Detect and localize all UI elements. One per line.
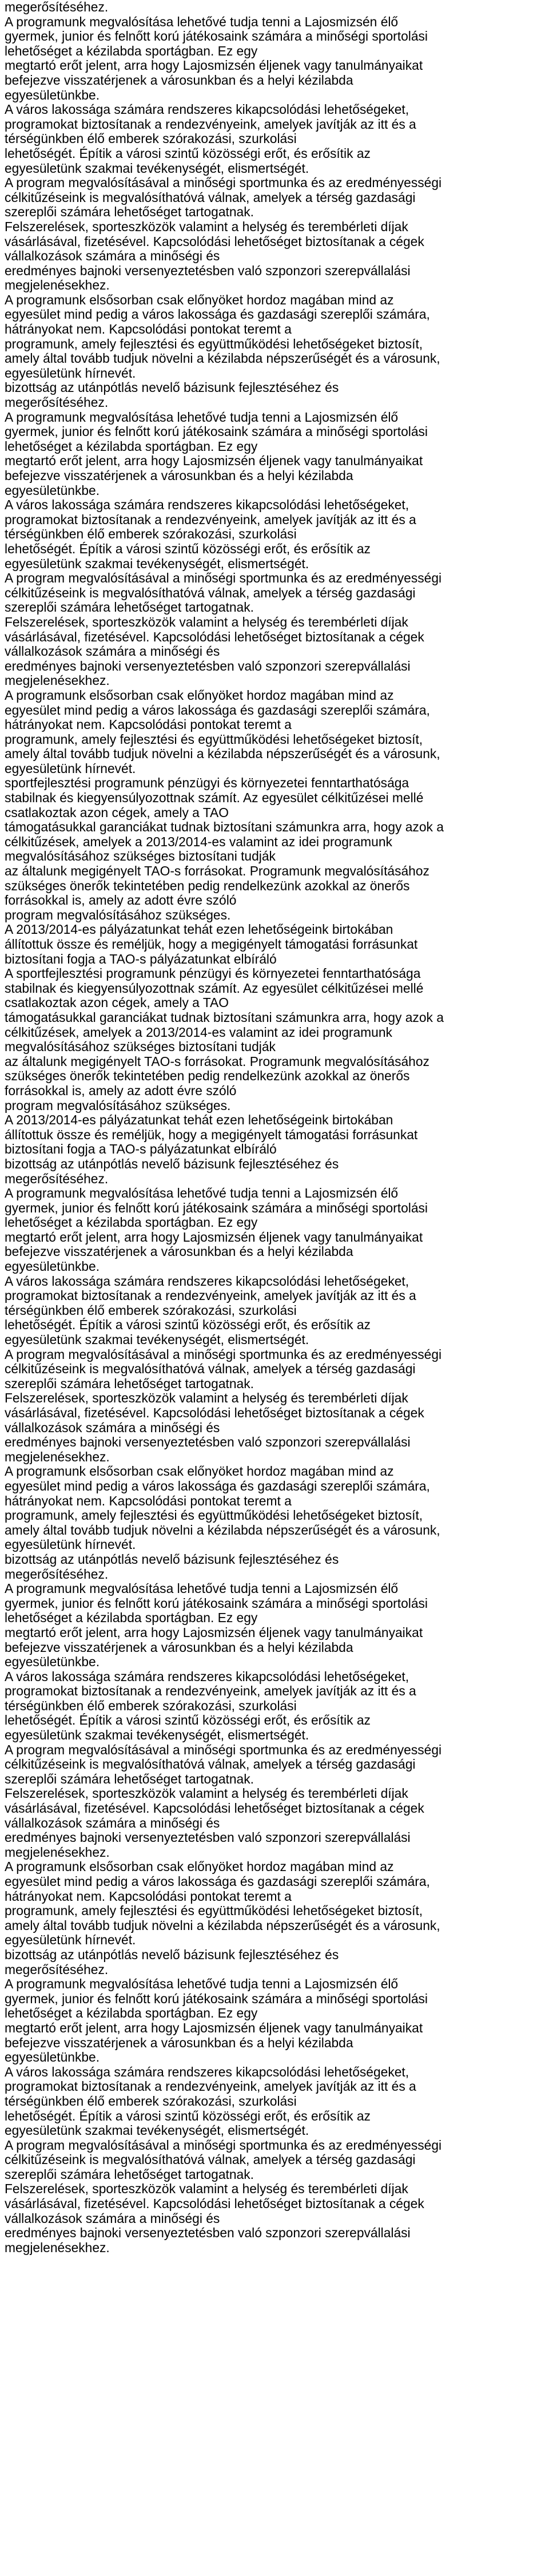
text-line: bizottság az utánpótlás nevelő bázisunk fejlesztéséhez és [5,1552,339,1567]
text-line: Felszerelések, sporteszközök valamint a helység és terembérleti díjak [5,1786,408,1801]
text-line: A város lakossága számára rendszeres kikapcsolódási lehetőségeket, [5,1669,409,1684]
text-line: programokat biztosítanak a rendezvényeink, amelyek javítják az itt és a [5,1684,416,1699]
text-line: amely által tovább tudjuk növelni a kézilabda népszerűségét és a városunk, [5,351,440,366]
text-line: forrásokkal is, amely az adott évre szóló [5,1083,237,1098]
text-line: megjelenésekhez. [5,2240,110,2255]
text-line: lehetőségét. Építik a városi szintű közösségi erőt, és erősítik az [5,1713,371,1728]
text-line: gyermek, junior és felnőtt korú játékosaink számára a minőségi sportolási [5,1991,428,2006]
text-line: programokat biztosítanak a rendezvényeink, amelyek javítják az itt és a [5,512,416,527]
text-line: Felszerelések, sporteszközök valamint a helység és terembérleti díjak [5,615,408,629]
text-line: támogatásukkal garanciákat tudnak biztosítani számunkra arra, hogy azok a [5,1010,444,1025]
text-line: megtartó erőt jelent, arra hogy Lajosmizsén éljenek vagy tanulmányaikat [5,1230,423,1245]
text-line: célkitűzéseink is megvalósíthatóvá válnak, amelyek a térség gazdasági [5,190,416,205]
text-line: célkitűzéseink is megvalósíthatóvá válnak, amelyek a térség gazdasági [5,1757,416,1772]
text-line: eredményes bajnoki versenyeztetésben való szponzori szerepvállalási [5,1435,411,1450]
text-line: támogatásukkal garanciákat tudnak biztosítani számunkra arra, hogy azok a [5,820,444,835]
text-line: A program megvalósításával a minőségi sportmunka és az eredményességi [5,176,442,191]
text-line: program megvalósításához szükséges. [5,1098,231,1113]
text-line: Felszerelések, sporteszközök valamint a helység és terembérleti díjak [5,2182,408,2197]
text-line: térségünkben élő emberek szórakozási, szurkolási [5,1303,297,1318]
text-line: az általunk megigényelt TAO-s forrásokat. Programunk megvalósításához [5,864,429,879]
text-line: szükséges önerők tekintetében pedig rendelkezünk azokkal az önerős [5,878,410,893]
text-line: lehetőséget a kézilabda sportágban. Ez egy [5,1215,258,1230]
text-line: gyermek, junior és felnőtt korú játékosaink számára a minőségi sportolási [5,1200,428,1215]
text-line: szereplői számára lehetőséget tartogatnak. [5,205,254,220]
text-line: A város lakossága számára rendszeres kikapcsolódási lehetőségeket, [5,102,409,117]
text-line: hátrányokat nem. Kapcsolódási pontokat teremt a [5,322,292,337]
text-line: eredményes bajnoki versenyeztetésben való szponzori szerepvállalási [5,263,411,278]
text-line: befejezve visszatérjenek a városunkban és a helyi kézilabda [5,73,353,88]
text-line: amely által tovább tudjuk növelni a kézilabda népszerűségét és a városunk, [5,1523,440,1537]
text-line: egyesületünk szakmai tevékenységét, elismertségét. [5,2123,309,2138]
text-line: A program megvalósításával a minőségi sportmunka és az eredményességi [5,2138,442,2153]
text-line: programunk, amely fejlesztési és együttműködési lehetőségeket biztosít, [5,1508,423,1523]
text-line: vásárlásával, fizetésével. Kapcsolódási lehetőséget biztosítanak a cégek [5,629,424,644]
text-line: csatlakoztak azon cégek, amely a TAO [5,996,229,1010]
text-line: szükséges önerők tekintetében pedig rendelkezünk azokkal az önerős [5,1069,410,1084]
text-line: megerősítéséhez. [5,1171,109,1186]
text-line: A programunk elsősorban csak előnyöket hordoz magában mind az [5,688,394,703]
text-line: megjelenésekhez. [5,673,110,688]
text-line: egyesületünk hírnevét. [5,1537,136,1552]
text-line: A programunk megvalósítása lehetővé tudja tenni a Lajosmizsén élő [5,1582,399,1596]
text-line: programunk, amely fejlesztési és együttműködési lehetőségeket biztosít, [5,732,423,747]
text-line: vásárlásával, fizetésével. Kapcsolódási lehetőséget biztosítanak a cégek [5,234,424,249]
text-line: programokat biztosítanak a rendezvényeink, amelyek javítják az itt és a [5,2079,416,2094]
text-line: A programunk elsősorban csak előnyöket hordoz magában mind az [5,292,394,307]
text-line: A program megvalósításával a minőségi sportmunka és az eredményességi [5,1347,442,1362]
text-line: egyesületünkbe. [5,88,100,102]
text-line: egyesületünk szakmai tevékenységét, elismertségét. [5,161,309,176]
text-line: egyesület mind pedig a város lakossága és gazdasági szereplői számára, [5,703,430,718]
text-line: amely által tovább tudjuk növelni a kézilabda népszerűségét és a városunk, [5,747,440,762]
text-line: egyesület mind pedig a város lakossága és gazdasági szereplői számára, [5,1874,430,1889]
text-line: programokat biztosítanak a rendezvényeink, amelyek javítják az itt és a [5,1289,416,1303]
text-line: célkitűzések, amelyek a 2013/2014-es valamint az idei programunk [5,1025,392,1040]
text-line: A programunk megvalósítása lehetővé tudja tenni a Lajosmizsén élő [5,1977,399,1992]
text-line: A sportfejlesztési programunk pénzügyi és környezetei fenntarthatósága [5,966,421,981]
text-line: A 2013/2014-es pályázatunkat tehát ezen lehetőségeink birtokában [5,922,393,937]
text-line: egyesület mind pedig a város lakossága és gazdasági szereplői számára, [5,1479,430,1493]
text-line: vállalkozások számára a minőségi és [5,249,220,264]
text-line: amely által tovább tudjuk növelni a kézilabda népszerűségét és a városunk, [5,1918,440,1933]
text-line: Felszerelések, sporteszközök valamint a helység és terembérleti díjak [5,1391,408,1406]
text-line: megtartó erőt jelent, arra hogy Lajosmizsén éljenek vagy tanulmányaikat [5,2020,423,2035]
text-line: célkitűzéseink is megvalósíthatóvá válnak, amelyek a térség gazdasági [5,2153,416,2167]
text-line: sportfejlesztési programunk pénzügyi és környezetei fenntarthatósága [5,776,409,791]
text-line: A programunk elsősorban csak előnyöket hordoz magában mind az [5,1860,394,1874]
text-line: forrásokkal is, amely az adott évre szóló [5,893,237,908]
text-line: A 2013/2014-es pályázatunkat tehát ezen lehetőségeink birtokában [5,1113,393,1128]
text-line: biztosítani fogja a TAO-s pályázatunkat elbíráló [5,1142,277,1157]
text-line: térségünkben élő emberek szórakozási, szurkolási [5,1698,297,1713]
text-line: térségünkben élő emberek szórakozási, szurkolási [5,132,297,146]
text-line: megtartó erőt jelent, arra hogy Lajosmizsén éljenek vagy tanulmányaikat [5,454,423,469]
text-line: egyesületünkbe. [5,1259,100,1274]
text-line: hátrányokat nem. Kapcsolódási pontokat teremt a [5,718,292,732]
text-line: egyesületünkbe. [5,1655,100,1670]
text-line: stabilnak és kiegyensúlyozottnak számít. Az egyesület célkitűzései mellé [5,981,424,996]
text-line: térségünkben élő emberek szórakozási, szurkolási [5,527,297,542]
text-line: egyesületünk szakmai tevékenységét, elismertségét. [5,1333,309,1348]
text-line: befejezve visszatérjenek a városunkban és a helyi kézilabda [5,1245,353,1259]
text-line: egyesületünk szakmai tevékenységét, elismertségét. [5,1728,309,1743]
text-line: vállalkozások számára a minőségi és [5,644,220,659]
text-line: szereplői számára lehetőséget tartogatnak. [5,600,254,615]
text-line: lehetőséget a kézilabda sportágban. Ez egy [5,43,258,58]
text-line: vásárlásával, fizetésével. Kapcsolódási lehetőséget biztosítanak a cégek [5,2197,424,2212]
text-line: célkitűzéseink is megvalósíthatóvá válnak, amelyek a térség gazdasági [5,585,416,600]
text-line: A program megvalósításával a minőségi sportmunka és az eredményességi [5,1742,442,1757]
text-line: megerősítéséhez. [5,1567,109,1582]
text-line: lehetőséget a kézilabda sportágban. Ez egy [5,2006,258,2021]
text-line: vállalkozások számára a minőségi és [5,1816,220,1830]
text-line: A programunk elsősorban csak előnyöket hordoz magában mind az [5,1464,394,1479]
text-line: bizottság az utánpótlás nevelő bázisunk fejlesztéséhez és [5,1156,339,1171]
text-line: egyesületünkbe. [5,2050,100,2065]
text-line: egyesület mind pedig a város lakossága és gazdasági szereplői számára, [5,307,430,322]
text-line: egyesületünk szakmai tevékenységét, elismertségét. [5,556,309,571]
text-line: vásárlásával, fizetésével. Kapcsolódási lehetőséget biztosítanak a cégek [5,1406,424,1420]
text-line: megjelenésekhez. [5,278,110,293]
text-line: térségünkben élő emberek szórakozási, szurkolási [5,2094,297,2109]
text-line: gyermek, junior és felnőtt korú játékosaink számára a minőségi sportolási [5,1596,428,1611]
text-line: befejezve visszatérjenek a városunkban és a helyi kézilabda [5,1640,353,1655]
text-line: A programunk megvalósítása lehetővé tudja tenni a Lajosmizsén élő [5,410,399,425]
text-line: megerősítéséhez. [5,0,109,14]
text-line: lehetőséget a kézilabda sportágban. Ez egy [5,1611,258,1626]
text-line: hátrányokat nem. Kapcsolódási pontokat teremt a [5,1493,292,1508]
text-line: egyesületünk hírnevét. [5,1933,136,1948]
text-line: Felszerelések, sporteszközök valamint a helység és terembérleti díjak [5,219,408,234]
text-line: lehetőségét. Építik a városi szintű közösségi erőt, és erősítik az [5,2109,371,2123]
text-line: lehetőségét. Építik a városi szintű közösségi erőt, és erősítik az [5,1318,371,1333]
text-line: bizottság az utánpótlás nevelő bázisunk fejlesztéséhez és [5,1947,339,1962]
text-line: gyermek, junior és felnőtt korú játékosaink számára a minőségi sportolási [5,29,428,44]
text-line: A város lakossága számára rendszeres kikapcsolódási lehetőségeket, [5,1274,409,1289]
text-line: A programunk megvalósítása lehetővé tudja tenni a Lajosmizsén élő [5,1186,399,1201]
text-line: gyermek, junior és felnőtt korú játékosaink számára a minőségi sportolási [5,425,428,439]
text-line: vállalkozások számára a minőségi és [5,2211,220,2226]
text-line: célkitűzéseink is megvalósíthatóvá válnak, amelyek a térség gazdasági [5,1362,416,1377]
text-line: eredményes bajnoki versenyeztetésben való szponzori szerepvállalási [5,2226,411,2241]
text-line: megerősítéséhez. [5,1962,109,1977]
text-line: stabilnak és kiegyensúlyozottnak számít. Az egyesület célkitűzései mellé [5,791,424,806]
text-line: az általunk megigényelt TAO-s forrásokat. Programunk megvalósításához [5,1054,429,1069]
text-line: megerősítéséhez. [5,395,109,410]
text-line: biztosítani fogja a TAO-s pályázatunkat elbíráló [5,952,277,966]
text-line: egyesületünk hírnevét. [5,761,136,776]
text-line: szereplői számára lehetőséget tartogatnak. [5,1376,254,1391]
text-line: célkitűzések, amelyek a 2013/2014-es valamint az idei programunk [5,834,392,849]
text-line: egyesületünk hírnevét. [5,366,136,381]
text-line: A programunk megvalósítása lehetővé tudja tenni a Lajosmizsén élő [5,14,399,29]
text-line: eredményes bajnoki versenyeztetésben való szponzori szerepvállalási [5,1830,411,1845]
text-line: A program megvalósításával a minőségi sportmunka és az eredményességi [5,571,442,586]
text-line: befejezve visszatérjenek a városunkban és a helyi kézilabda [5,2035,353,2050]
text-line: egyesületünkbe. [5,483,100,498]
text-line: megvalósításához szükséges biztosítani tudják [5,1040,276,1055]
text-line: megjelenésekhez. [5,1845,110,1860]
text-line: megtartó erőt jelent, arra hogy Lajosmizsén éljenek vagy tanulmányaikat [5,58,423,73]
text-line: programunk, amely fejlesztési és együttműködési lehetőségeket biztosít, [5,336,423,351]
text-line: megjelenésekhez. [5,1449,110,1464]
text-line: állítottuk össze és reméljük, hogy a megigényelt támogatási forrásunkat [5,1127,418,1142]
text-line: hátrányokat nem. Kapcsolódási pontokat teremt a [5,1889,292,1904]
text-line: állítottuk össze és reméljük, hogy a megigényelt támogatási forrásunkat [5,937,418,952]
text-line: megvalósításához szükséges biztosítani tudják [5,849,276,864]
text-line: A város lakossága számára rendszeres kikapcsolódási lehetőségeket, [5,498,409,513]
text-line: lehetőséget a kézilabda sportágban. Ez egy [5,439,258,454]
text-line: csatlakoztak azon cégek, amely a TAO [5,805,229,820]
text-line: vállalkozások számára a minőségi és [5,1420,220,1435]
text-line: lehetőségét. Építik a városi szintű közösségi erőt, és erősítik az [5,541,371,556]
text-line: lehetőségét. Építik a városi szintű közösségi erőt, és erősítik az [5,146,371,161]
text-line: szereplői számára lehetőséget tartogatnak. [5,1772,254,1786]
text-line: A város lakossága számára rendszeres kikapcsolódási lehetőségeket, [5,2064,409,2079]
text-line: bizottság az utánpótlás nevelő bázisunk fejlesztéséhez és [5,381,339,395]
text-line: megtartó erőt jelent, arra hogy Lajosmizsén éljenek vagy tanulmányaikat [5,1625,423,1640]
text-line: befejezve visszatérjenek a városunkban és a helyi kézilabda [5,469,353,483]
text-line: programunk, amely fejlesztési és együttműködési lehetőségeket biztosít, [5,1904,423,1919]
text-line: szereplői számára lehetőséget tartogatnak. [5,2167,254,2182]
text-line: vásárlásával, fizetésével. Kapcsolódási lehetőséget biztosítanak a cégek [5,1801,424,1816]
text-line: program megvalósításához szükséges. [5,907,231,922]
text-line: programokat biztosítanak a rendezvényeink, amelyek javítják az itt és a [5,117,416,132]
text-line: eredményes bajnoki versenyeztetésben való szponzori szerepvállalási [5,659,411,673]
